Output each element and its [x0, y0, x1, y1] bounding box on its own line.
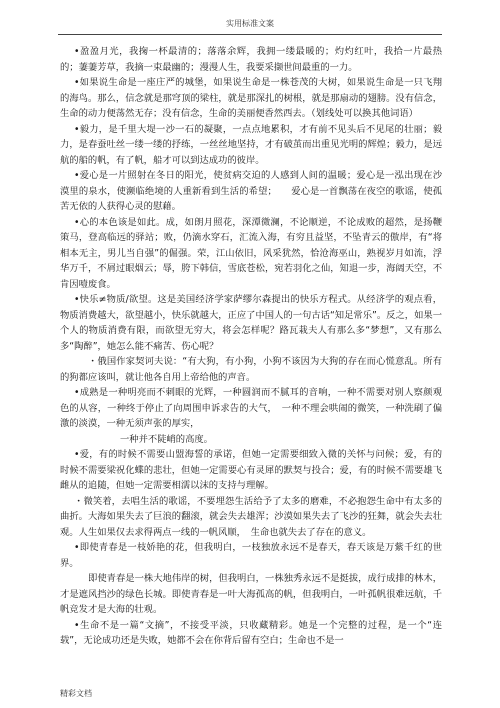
paragraph-4: •爱心是一片照射在冬日的阳光，使贫病交迫的人感到人间的温暖；爱心是一泓出现在沙漠里的泉水，使濒临绝境的人重新看到生活的希望； 爱心是一首飘荡在夜空的歌谣，使孤苦无依的人获得心灵的慰藉。	[60, 170, 442, 212]
header-divider	[58, 34, 442, 35]
paragraph-5: •心的本色该是如此。成，如朗月照花，深潭微澜，不论顺逆，不论成败的超然，是扬鞭策马，登高临远的驿站；败，仍滴水穿石，汇流入海，有穷且益坚，不坠青云的傲岸，有“将相本无主，男儿当自强”的倔强。荣，江山依旧，风采犹然，恰沧海巫山，熟视岁月如流，浮华万千，不屑过眼烟云；辱，胯下韩信，雪底苍松，宛若羽化之仙，知退一步，海阔天空，不肯因噎废食。	[60, 216, 442, 290]
document-body	[60, 44, 442, 649]
paragraph-1: •盈盈月光，我掬一杯最清的；落落余辉，我拥一缕最暖的；灼灼红叶，我拾一片最热的；萋萋芳草，我摘一束最幽的；漫漫人生，我要采撷世间最重的一力。	[60, 46, 442, 73]
paragraph-9: 一种并不陡峭的高度。	[120, 433, 213, 445]
page-header: 实用标准文案	[226, 19, 274, 28]
paragraph-7: ・俄国作家契诃夫说：“有大狗，有小狗，小狗不该因为大狗的存在而心慌意乱。所有的狗都应该叫，就让他各自用上帝给他的声音。	[60, 356, 442, 383]
paragraph-3: •毅力，是千里大堤一沙一石的凝聚，一点点地累积，才有前不见头后不见尾的壮丽；毅力，是春蚕吐丝一缕一缕的抒练，一丝丝地坚持，才有破茧而出重见光明的辉煌；毅力，是远航的船的帆，有了帆，船才可以到达成功的彼岸。	[60, 123, 442, 166]
paragraph-8: •成熟是一种明亮而不刺眼的光辉，一种圆润而不腻耳的音响，一种不需要对别人察颜观色的从容，一种终于停止了向周围申诉求告的大气， 一种不理会哄闹的微笑，一种洗刷了偏激的淡漠，一种无须声张的厚实，	[60, 387, 442, 429]
paragraph-14: •生命不是一篇“文摘”，不接受平淡，只收藏精彩。她是一个完整的过程，是一个“连载”，无论成功还是失败，她都不会在你背后留有空白；生命也不是一	[60, 619, 442, 646]
page-footer: 精彩文档	[60, 689, 92, 698]
paragraph-12: •即使青春是一枝娇艳的花，但我明白，一枝独放永远不是春天，春天该是万紫千红的世界。	[60, 542, 442, 569]
paragraph-2: •如果说生命是一座庄严的城堡，如果说生命是一株苍茂的大树，如果说生命是一只飞翔的海鸟。那么，信念就是那穹顶的梁柱，就是那深扎的树根，就是那扇动的翅膀。没有信念，生命的动力便荡然无存；没有信念，生命的美丽便香然西去。（划线处可以换其他词语）	[60, 77, 442, 119]
paragraph-13: 即使青春是一株大地伟岸的树，但我明白，一株独秀永远不是挺拔，成行成排的林木，才是遮风挡沙的绿色长城。即使青春是一叶大海孤高的帆，但我明白，一叶孤帆很难远航，千帆竞发才是大海的壮观。	[60, 573, 442, 615]
paragraph-6: •快乐≠物质/欲望。这是美国经济学家萨缪尔森提出的快乐方程式。从经济学的观点看，物质消费越大，欲望越小，快乐就越大，正应了中国人的一句古话“知足常乐”。反之，如果一个人的物质消费有限，而欲望无穷大，将会怎样呢？路瓦栽夫人有那么多“梦想”，又有那么多“陶醉”，她怎么能不痛苦、伤心呢？	[60, 294, 442, 352]
paragraph-10: •爱，有的时候不需要山盟海誓的承诺，但她一定需要细致入微的关怀与问候；爱，有的时候不需要梁祝化蝶的悲壮，但她一定需要心有灵犀的默契与投合；爱，有的时候不需要雄飞雌从的追随，但她一定需要相濡以沫的支持与理解。	[60, 449, 442, 491]
paragraph-11: ・微笑着，去唱生活的歌谣，不要埋怨生活给予了太多的磨难，不必抱怨生命中有太多的曲折。大海如果失去了巨浪的翻滚，就会失去雄浑；沙漠如果失去了飞沙的狂舞，就会失去壮观。人生如果仅去求得两点一线的一帆风顺， 生命也就失去了存在的意义。	[60, 495, 442, 538]
